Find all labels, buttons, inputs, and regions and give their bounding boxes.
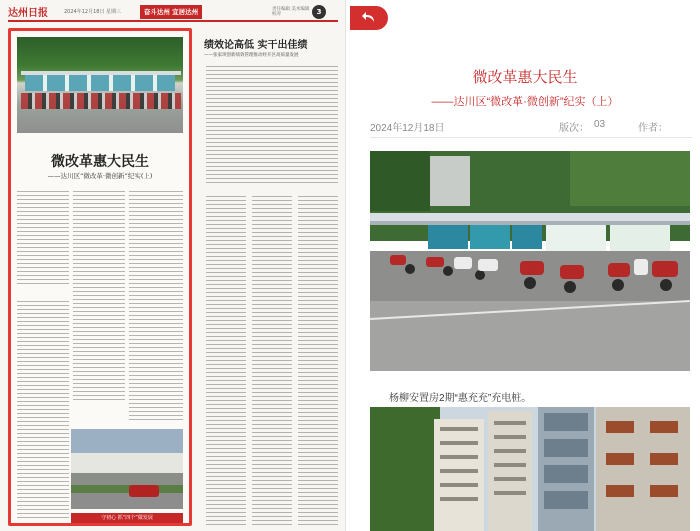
newspaper-date: 2024年12月18日 星期三 [64,9,122,15]
back-arrow-icon [361,10,377,26]
article-body-text [17,191,69,287]
article-thumbnail-photo [17,37,183,133]
newspaper-masthead: 达州日报 [8,8,48,19]
article-body-text [129,191,183,421]
other-article-text [298,196,338,526]
other-article-text [206,196,246,526]
page-number-badge: 3 [312,5,326,19]
charging-station-photo [370,151,690,371]
section-band: 奋斗达州 宜居达州 [140,5,202,19]
author-label: 作者： [638,123,668,134]
article-date: 2024年12月18日 [370,123,445,134]
article-reader [350,0,700,531]
selected-article-region[interactable] [8,28,192,526]
other-article-text [206,66,338,186]
page-label: 版次： [559,123,589,134]
editor-credits: 责任编辑 美术编辑 校对 [272,7,310,17]
article-thumbnail-photo-2 [71,429,183,509]
thumbnail-footer-band: 守初心 抓“四个”做发展 [71,513,183,523]
thumbnail-subheadline: ——达川区“微改革·微创新”纪实(上) [47,172,153,180]
residential-building-photo [370,407,690,531]
newspaper-page-thumbnail [0,0,346,531]
thumbnail-headline: 微改革惠大民生 [51,154,149,170]
other-article-text [252,196,292,526]
article-body-text [73,191,125,401]
newspaper-header [8,4,338,22]
article-body-text [17,301,69,521]
photo-caption: 杨柳安置房2期“惠充充”充电桩。 [389,393,532,404]
article-meta [370,119,690,135]
page-value: 03 [594,119,606,130]
other-article-subheadline: ——张家坝创新绩效管理推动经开区高质量发展 [204,53,299,58]
article-subtitle: ——达川区“微改革·微创新”纪实（上） [431,96,619,108]
article-title: 微改革惠大民生 [472,69,578,86]
meta-divider [370,137,692,138]
other-article-headline[interactable]: 绩效论高低 实干出佳绩 [204,40,308,51]
back-button[interactable] [350,6,388,30]
